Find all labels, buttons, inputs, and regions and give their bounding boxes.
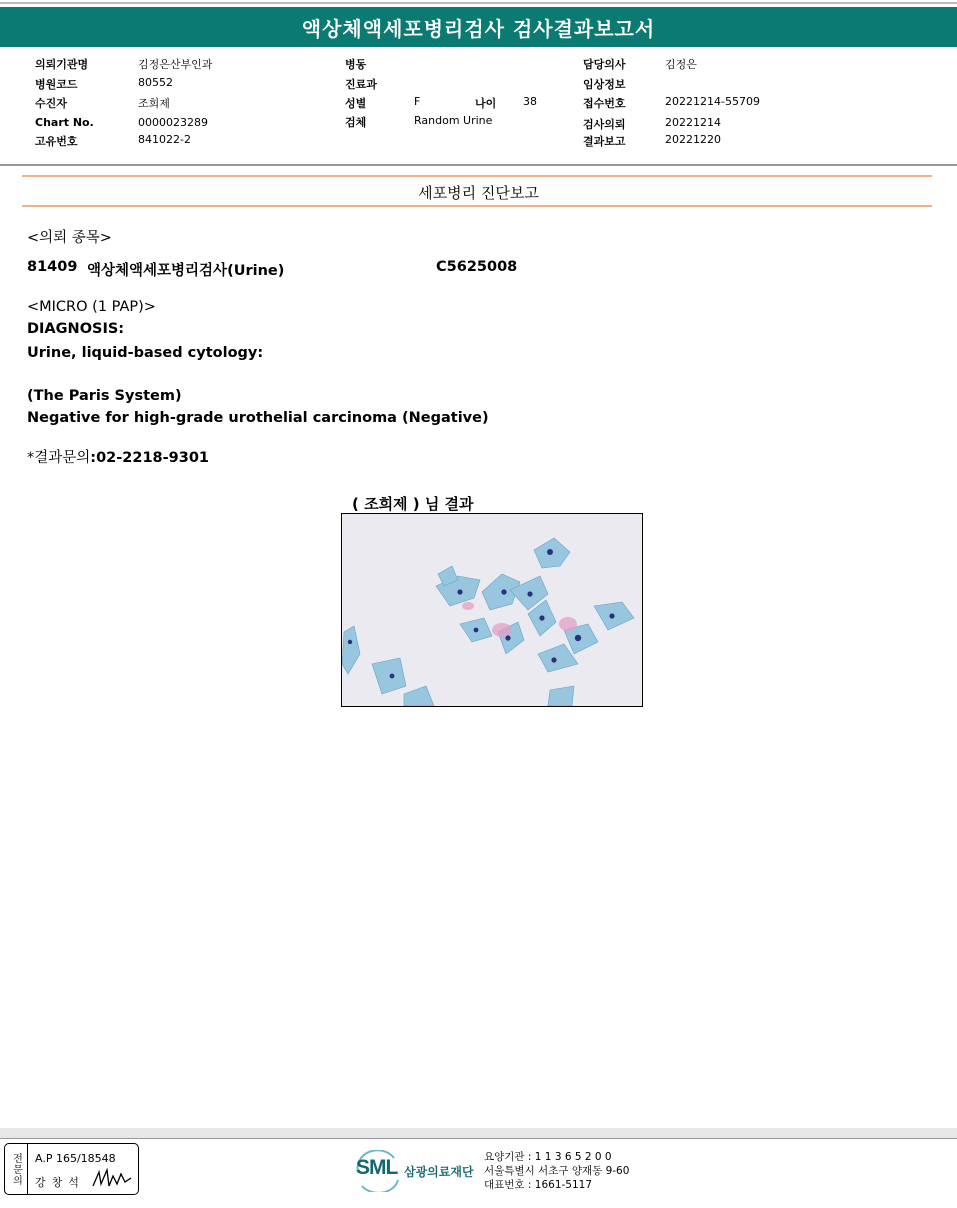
test-name: 액상체액세포병리검사(Urine) <box>87 263 285 279</box>
hospital-code-label: 병원코드 <box>35 78 78 91</box>
patient-value: 조희제 <box>138 97 170 110</box>
report-date-label: 결과보고 <box>583 135 626 148</box>
request-header: <의뢰 종목> <box>27 230 112 246</box>
address-line-2: 서울특별시 서초구 양재동 9-60 <box>484 1165 630 1177</box>
paris-system: (The Paris System) <box>27 388 182 404</box>
cytology-image <box>341 513 643 707</box>
receipt-no-value: 20221214-55709 <box>665 95 760 108</box>
pathologist-stamp <box>4 1143 139 1195</box>
doctor-label: 담당의사 <box>583 58 626 71</box>
age-label: 나이 <box>475 97 497 110</box>
clinical-label: 임상정보 <box>583 78 626 91</box>
chart-no-label: Chart No. <box>35 116 94 129</box>
test-id: C5625008 <box>436 259 518 275</box>
patient-info-block <box>0 50 957 164</box>
info-divider <box>0 164 957 166</box>
stamp-license: A.P 165/18548 <box>35 1152 116 1165</box>
section-bottom-rule <box>22 205 932 207</box>
ward-label: 병동 <box>345 58 367 71</box>
sex-label: 성별 <box>345 97 367 110</box>
age-value: 38 <box>523 95 537 108</box>
org-name: 삼광의료재단 <box>404 1165 474 1179</box>
specimen-value: Random Urine <box>414 114 493 127</box>
section-title: 세포병리 진단보고 <box>418 184 539 202</box>
institution-label: 의뢰기관명 <box>35 58 89 71</box>
specimen-label: 검체 <box>345 116 367 129</box>
receipt-no-label: 접수번호 <box>583 97 626 110</box>
diagnosis-line: Urine, liquid-based cytology: <box>27 345 264 361</box>
report-title: 액상체액세포병리검사 검사결과보고서 <box>0 7 957 47</box>
cytology-cells-graphic <box>342 514 642 706</box>
unique-no-value: 841022-2 <box>138 133 191 146</box>
inquiry-prefix: *결과문의 <box>27 450 91 466</box>
request-date-label: 검사의뢰 <box>583 118 626 131</box>
inquiry-phone: :02-2218-9301 <box>90 450 210 466</box>
footer-divider <box>0 1138 957 1139</box>
dept-label: 진료과 <box>345 78 377 91</box>
report-date-value: 20221220 <box>665 133 721 146</box>
stamp-name: 강창석 <box>35 1176 85 1189</box>
address-line-3: 대표번호 : 1661-5117 <box>484 1179 593 1191</box>
diagnosis-result: Negative for high-grade urothelial carcinoma (Negative) <box>27 410 489 426</box>
address-line-1: 요양기관 : 1 1 3 6 5 2 0 0 <box>484 1151 612 1163</box>
chart-no-value: 0000023289 <box>138 116 208 129</box>
institution-value: 김정은산부인과 <box>138 58 213 71</box>
org-address-block <box>484 1150 629 1192</box>
stamp-side-label: 전문의 <box>5 1144 28 1194</box>
diagnosis-label: DIAGNOSIS: <box>27 321 125 337</box>
section-top-rule <box>22 175 932 177</box>
doctor-value: 김정은 <box>665 58 697 71</box>
request-date-value: 20221214 <box>665 116 721 129</box>
patient-label: 수진자 <box>35 97 67 110</box>
top-border <box>0 2 957 4</box>
image-caption: ( 조희제 ) 님 결과 <box>352 495 474 513</box>
test-code: 81409 <box>27 259 78 275</box>
unique-no-label: 고유번호 <box>35 135 78 148</box>
sex-value: F <box>414 95 421 108</box>
sml-logo <box>356 1150 481 1192</box>
logo-text: SML <box>356 1156 398 1179</box>
hospital-code-value: 80552 <box>138 76 173 89</box>
signature-graphic <box>91 1166 135 1192</box>
footer-band <box>0 1128 957 1138</box>
micro-label: <MICRO (1 PAP)> <box>27 299 156 315</box>
inquiry-line <box>27 446 209 467</box>
